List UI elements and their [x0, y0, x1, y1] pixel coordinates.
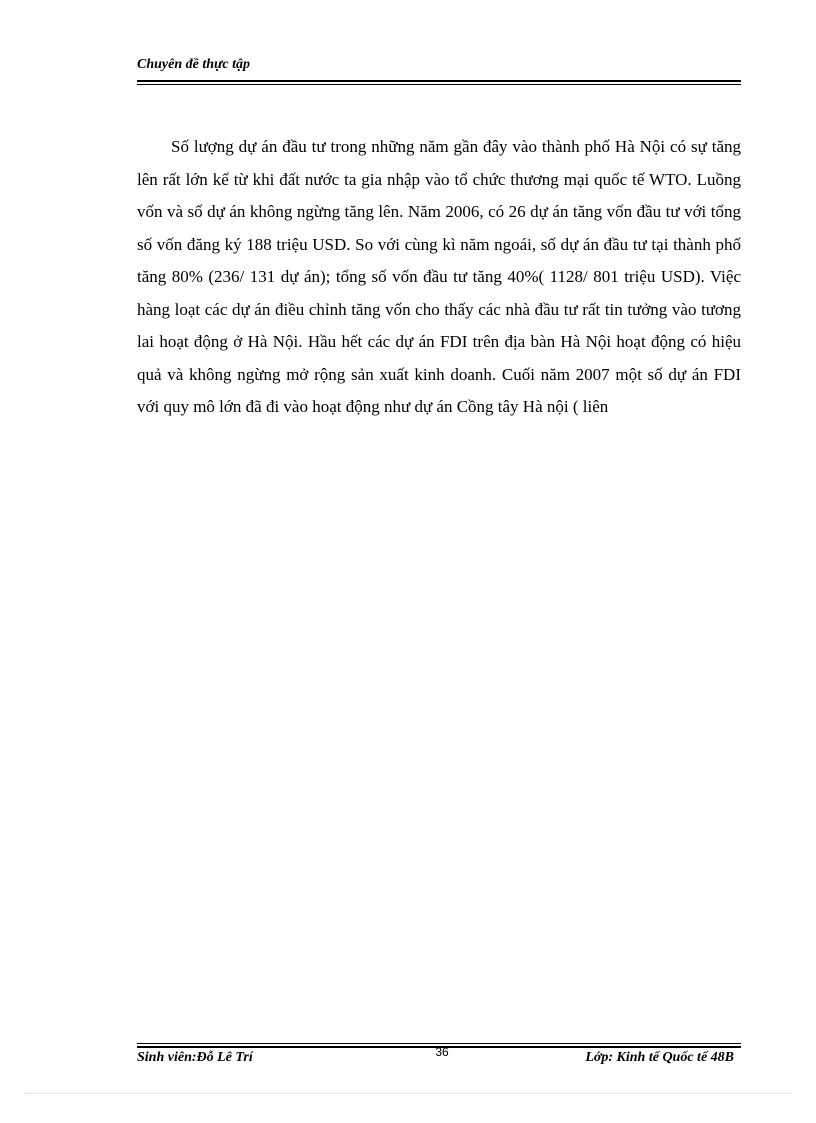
body-paragraph: Số lượng dự án đầu tư trong những năm gần đây vào thành phố Hà Nội có sự tăng lên rất lớn kể từ khi đất nước ta gia nhập vào tổ chức thương mại quốc tế WTO. Luồng vốn và số dự án không ngừng tăng lên. Năm 2006, có 26 dự án tăng vốn đầu tư với tổng số vốn đăng ký 188 triệu USD. So với cùng kì năm ngoái, số dự án đầu tư tại thành phố tăng 80% (236/ 131 dự án); tổng số vốn đầu tư tăng 40%( 1128/ 801 triệu USD). Việc hàng loạt các dự án điều chỉnh tăng vốn cho thấy các nhà đầu tư rất tin tưởng vào tương lai hoạt động ở Hà Nội. Hầu hết các dự án FDI trên địa bàn Hà Nội hoạt động có hiệu quả và không ngừng mở rộng sản xuất kinh doanh. Cuối năm 2007 một số dự án FDI với quy mô lớn đã đi vào hoạt động như dự án Cồng tây Hà nội ( liên [137, 137, 741, 416]
footer-student-name: Sinh viên:Đỗ Lê Trí [137, 1050, 253, 1065]
header-title: Chuyên đề thực tập [137, 57, 251, 72]
header-rule-thick [137, 80, 741, 82]
page-edge-divider [24, 1093, 792, 1094]
footer-rule-thin [137, 1043, 741, 1044]
page-number: 36 [435, 1045, 449, 1059]
header-rule-thin [137, 84, 741, 85]
footer-class-name: Lớp: Kinh tế Quốc tế 48B [585, 1050, 734, 1065]
